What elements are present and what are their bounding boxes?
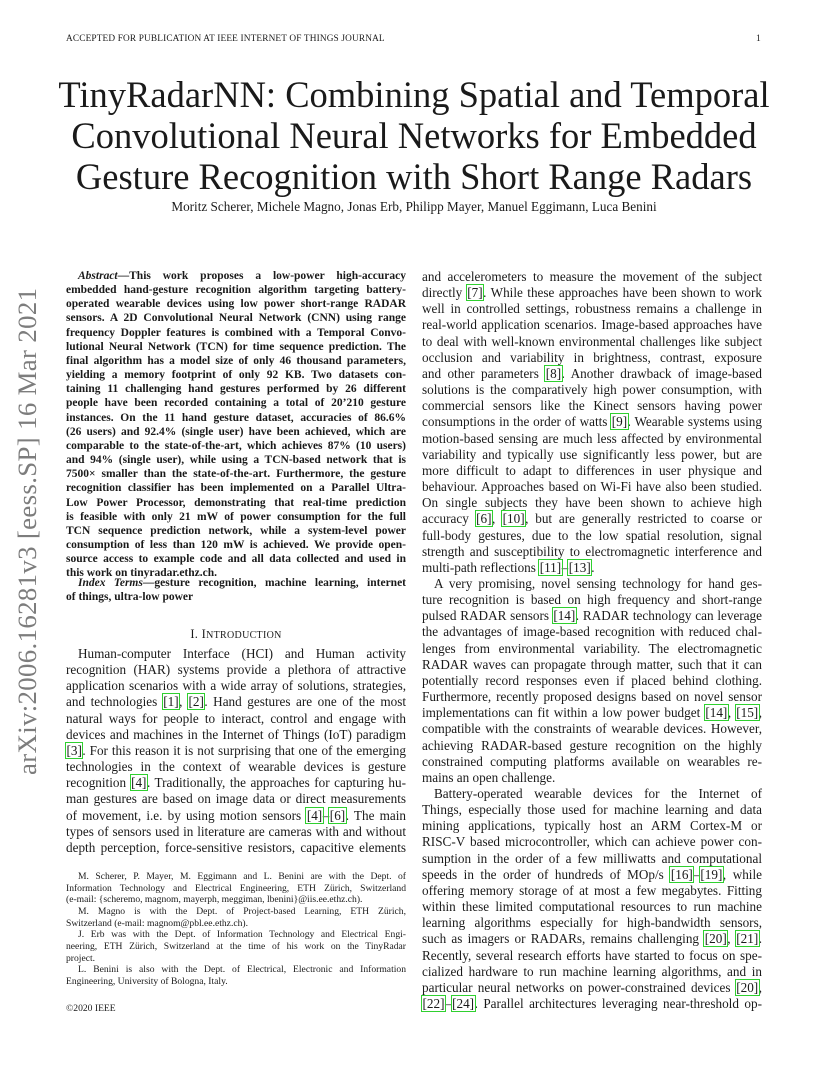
- author-list: Moritz Scherer, Michele Magno, Jonas Erb, Philipp Mayer, Manuel Eggimann, Luca Benini: [171, 199, 657, 214]
- citation-link[interactable]: [4]: [131, 775, 147, 791]
- body-line: real-world application scenarios. Image-based approaches have: [422, 317, 762, 333]
- citation-link[interactable]: [20]: [704, 931, 727, 947]
- section-numeral: I.: [190, 627, 202, 641]
- section-first-letter: I: [201, 627, 207, 641]
- body-line: accuracy [6], [10], but are generally restricted to coarse or: [422, 511, 762, 527]
- body-line: well in controlled settings, robustness remains a challenge in: [422, 301, 762, 317]
- citation-link[interactable]: [6]: [329, 807, 346, 823]
- label: Abstract: [78, 270, 118, 282]
- body-line: occlusion and variability in brightness, contrast, exposure: [422, 349, 762, 365]
- body-line: RISC-V based microcontroller, which can achieve power con-: [422, 834, 762, 850]
- title-line: Convolutional Neural Networks for Embedded: [71, 115, 757, 156]
- body-line: directly [7]. While these approaches have been shown to work: [422, 285, 762, 301]
- body-line: RADAR waves can propagate through matter, such that it can: [422, 656, 762, 672]
- body-line: full-body gestures, due to the low spatial resolution, signal: [422, 527, 762, 543]
- index-terms-line: Index Terms—gesture recognition, machine learning, internet: [78, 577, 407, 589]
- footnote-line: Information Technology and Electrical Engineering, ETH Zürich, Switzerland: [66, 882, 406, 894]
- label: Index Terms: [78, 577, 143, 589]
- body-line: mains an open challenge.: [422, 769, 556, 785]
- abstract-line: and 94% (single user), while using a TCN-based network that is: [66, 454, 406, 467]
- body-line: sumption in the order of a few milliwatts and computational: [422, 850, 762, 866]
- abstract-line: TCN sequence prediction network, while a system-level power: [66, 524, 406, 537]
- body-line: natural ways for people to interact, control and engage with: [66, 710, 406, 726]
- section-title-rest: NTRODUCTION: [206, 630, 282, 641]
- citation-link[interactable]: [24]: [452, 996, 475, 1012]
- footnote-line: project.: [66, 952, 96, 964]
- running-header: ACCEPTED FOR PUBLICATION AT IEEE INTERNET OF THINGS JOURNAL: [66, 34, 385, 44]
- footnote-line: M. Scherer, P. Mayer, M. Eggimann and L. Benini are with the Dept. of: [78, 871, 406, 882]
- body-line: and technologies [1], [2]. Hand gestures are one of the most: [66, 694, 406, 710]
- abstract-line: this work on tinyradar.ethz.ch.: [66, 567, 217, 580]
- index-terms: [66, 576, 406, 604]
- citation-link[interactable]: [14]: [553, 608, 576, 624]
- citation-link[interactable]: [21]: [736, 931, 759, 947]
- body-line: A very promising, novel sensing technology for hand ges-: [434, 575, 762, 591]
- abstract-line: Abstract—This work proposes a low-power high-accuracy: [78, 270, 406, 282]
- body-line: behaviour. Approaches based on Wi-Fi have also been studied.: [422, 479, 762, 495]
- citation-link[interactable]: [8]: [545, 365, 562, 381]
- body-line: man gestures are based on image data or direct measurements: [66, 791, 406, 807]
- footnote-line: neering, ETH Zürich, Switzerland at the time of his work on the TinyRadar: [66, 940, 406, 952]
- abstract-line: sensors. A 2D Convolutional Neural Network (CNN) using range: [66, 312, 406, 325]
- body-line: and accelerometers to measure the movement of the subject: [422, 269, 762, 284]
- abstract-line: is feasible with only 21 mW of power consumption for the full: [66, 510, 406, 523]
- citation-link[interactable]: [9]: [611, 414, 628, 430]
- body-line: of movement, i.e. by using motion sensors [4]–[6]. The main: [66, 807, 406, 823]
- abstract-line: embedded hand-gesture recognition algorithm targeting battery-: [66, 284, 406, 297]
- citation-link[interactable]: [6]: [476, 511, 492, 527]
- body-line: types of sensors used in literature are cameras with and without: [66, 823, 406, 839]
- paper-title: [40, 74, 788, 197]
- body-line: recognition (HAR) systems provide a plethora of attractive: [66, 662, 406, 678]
- body-line: particular neural networks on power-constrained devices [20],: [422, 979, 762, 995]
- body-line: recognition [4]. Traditionally, the approaches for capturing hu-: [66, 775, 407, 791]
- abstract-line: instances. On the 11 hand gesture dataset, accuracies of 86.6%: [66, 411, 406, 424]
- footnote-line: (e-mail: {scheremo, magnom, mayerph, meggiman, lbenini}@iis.ee.ethz.ch).: [66, 894, 363, 906]
- body-line: application scenarios with a wide array of solutions, strategies,: [66, 678, 406, 694]
- body-line: offering memory storage of at most a few megabytes. Fitting: [422, 882, 762, 898]
- abstract-line: consumption of less than 120 mW is achieved. We provide open-: [66, 538, 406, 551]
- citation-link[interactable]: [2]: [188, 694, 204, 710]
- abstract-line: yielding a memory footprint of only 92 KB. Two datasets con-: [66, 369, 406, 382]
- footnote-line: Switzerland (e-mail: magnom@pbl.ee.ethz.ch).: [66, 917, 248, 929]
- copyright-notice: ©2020 IEEE: [66, 1003, 116, 1014]
- body-line: potentially record responses even if placed behind clothing.: [422, 672, 762, 688]
- citation-link[interactable]: [1]: [163, 694, 179, 710]
- citation-link[interactable]: [3]: [66, 742, 82, 758]
- citation-link[interactable]: [19]: [700, 866, 723, 882]
- footnote-line: M. Magno is with the Dept. of Project-based Learning, ETH Zürich,: [78, 905, 406, 917]
- body-line: Things, especially those used for machine learning and data: [422, 802, 762, 818]
- body-line: Recently, several research efforts have started to focus on spe-: [422, 947, 762, 963]
- body-line: commercial sensors like the Kinect sensors having power: [422, 398, 762, 414]
- citation-link[interactable]: [4]: [306, 807, 323, 823]
- citation-link[interactable]: [22]: [422, 996, 445, 1012]
- citation-link[interactable]: [13]: [568, 559, 591, 575]
- intro-body-left: [66, 646, 406, 856]
- footnote-line: Engineering, University of Bologna, Italy.: [66, 975, 228, 987]
- body-line: the advantages of image-based recognition with reduced chal-: [422, 624, 762, 640]
- body-line: technologies in the context of wearable devices is gesture: [66, 759, 406, 775]
- arxiv-stamp: arXiv:2006.16281v3 [eess.SP] 16 Mar 2021: [12, 287, 42, 775]
- citation-link[interactable]: [16]: [670, 866, 693, 882]
- body-line: Human-computer Interface (HCI) and Human activity: [78, 646, 406, 661]
- body-line: solutions is the comparatively high power consumption, with: [422, 382, 762, 398]
- body-line: speeds in the order of hundreds of MOp/s [16]–[19], while: [422, 866, 762, 882]
- body-line: learning algorithms especially for high-bandwidth sensors,: [422, 915, 762, 931]
- abstract-line: final algorithm has a model size of only 46 thousand parameters,: [66, 354, 406, 367]
- body-line: mining applications, typically host an ARM Cortex-M or: [422, 818, 762, 834]
- title-line: Gesture Recognition with Short Range Radars: [75, 156, 753, 197]
- title-line: TinyRadarNN: Combining Spatial and Temporal: [58, 74, 770, 115]
- abstract-line: taining 11 challenging hand gestures performed by 26 different: [66, 383, 406, 396]
- citation-link[interactable]: [15]: [736, 705, 759, 721]
- citation-link[interactable]: [10]: [502, 511, 525, 527]
- body-line: within these limited computational resources to run machine: [422, 899, 762, 915]
- body-line: more difficult to adapt to differences in user physique and: [422, 462, 762, 478]
- abstract-line: Low Power Processor, demonstrating that real-time prediction: [66, 496, 406, 509]
- citation-link[interactable]: [11]: [539, 559, 562, 575]
- body-line: devices and machines in the Internet of Things (IoT) paradigm: [66, 726, 406, 742]
- index-terms-line: of things, ultra-low power: [66, 591, 194, 604]
- body-line: pulsed RADAR sensors [14]. RADAR technology can leverage: [422, 608, 762, 624]
- body-line: multi-path reflections [11]–[13].: [422, 559, 595, 575]
- body-line: motion-based sensing are much less affected by environmental: [422, 430, 762, 446]
- body-line: strength and susceptibility to electromagnetic interference and: [422, 543, 762, 559]
- body-line: implementations can fit within a low power budget [14], [15],: [422, 705, 762, 721]
- page-number: 1: [756, 34, 761, 44]
- body-line: On single subjects they have been shown to achieve high: [422, 495, 762, 511]
- citation-link[interactable]: [20]: [736, 979, 759, 995]
- body-line: cialized hardware to run machine learning algorithms, and in: [422, 963, 762, 979]
- citation-link[interactable]: [7]: [467, 285, 483, 301]
- abstract-line: lutional Neural Network (TCN) for time sequence prediction. The: [66, 340, 406, 353]
- body-line: such as imagers or RADARs, remains challenging [20], [21].: [422, 931, 763, 947]
- author-footnotes: [66, 871, 406, 988]
- citation-link[interactable]: [14]: [705, 705, 728, 721]
- body-line: variability and typically use significantly less power, but are: [422, 446, 762, 462]
- body-line: constrained computing platforms available on wearables re-: [422, 753, 762, 769]
- section-heading: [66, 627, 406, 642]
- abstract-line: people have been recorded containing a total of 20’210 gesture: [66, 397, 406, 410]
- footnote-line: L. Benini is also with the Dept. of Electrical, Electronic and Information: [78, 964, 406, 976]
- body-line: consumptions in the order of watts [9]. Wearable systems using: [422, 414, 762, 430]
- body-line: compatible with the constraints of wearable devices. However,: [422, 721, 762, 737]
- footnote-line: J. Erb was with the Dept. of Information Technology and Electrical Engi-: [78, 929, 406, 941]
- body-line: [22]–[24]. Parallel architectures leveraging near-threshold op-: [422, 996, 762, 1012]
- body-line: [3]. For this reason it is not surprising that one of the emerging: [66, 742, 406, 758]
- intro-body-right: [422, 269, 762, 1012]
- body-line: lenges from environmental variability. The electromagnetic: [422, 640, 762, 656]
- abstract-line: frequency Doppler features is combined with a Temporal Convo-: [66, 326, 406, 339]
- abstract-line: (26 users) and 92.4% (single user) have been achieved, which are: [66, 425, 406, 438]
- body-line: Battery-operated wearable devices for the Internet of: [434, 786, 762, 801]
- abstract-line: comparable to the state-of-the-art, which achieves 87% (10 users): [66, 439, 406, 452]
- abstract-line: recognition classifier has been implemented on a Parallel Ultra-: [66, 482, 406, 495]
- abstract-line: operated wearable devices using low power short-range RADAR: [66, 298, 406, 311]
- abstract: [66, 269, 406, 580]
- abstract-line: 7500× smaller than the state-of-the-art. Furthermore, the gesture: [66, 468, 406, 481]
- body-line: Furthermore, recently proposed designs based on novel sensor: [422, 689, 762, 705]
- body-line: depth perception, force-sensitive resistors, capacitive elements: [66, 839, 406, 855]
- body-line: and other parameters [8]. Another drawback of image-based: [422, 365, 762, 381]
- body-line: to deal with well-known environmental challenges like subject: [422, 333, 762, 349]
- body-line: ture recognition is based on high frequency and short-range: [422, 592, 762, 608]
- body-line: achieving RADAR-based gesture recognition on the highly: [422, 737, 762, 753]
- abstract-line: source access to example code and all data collected and used in: [66, 553, 406, 566]
